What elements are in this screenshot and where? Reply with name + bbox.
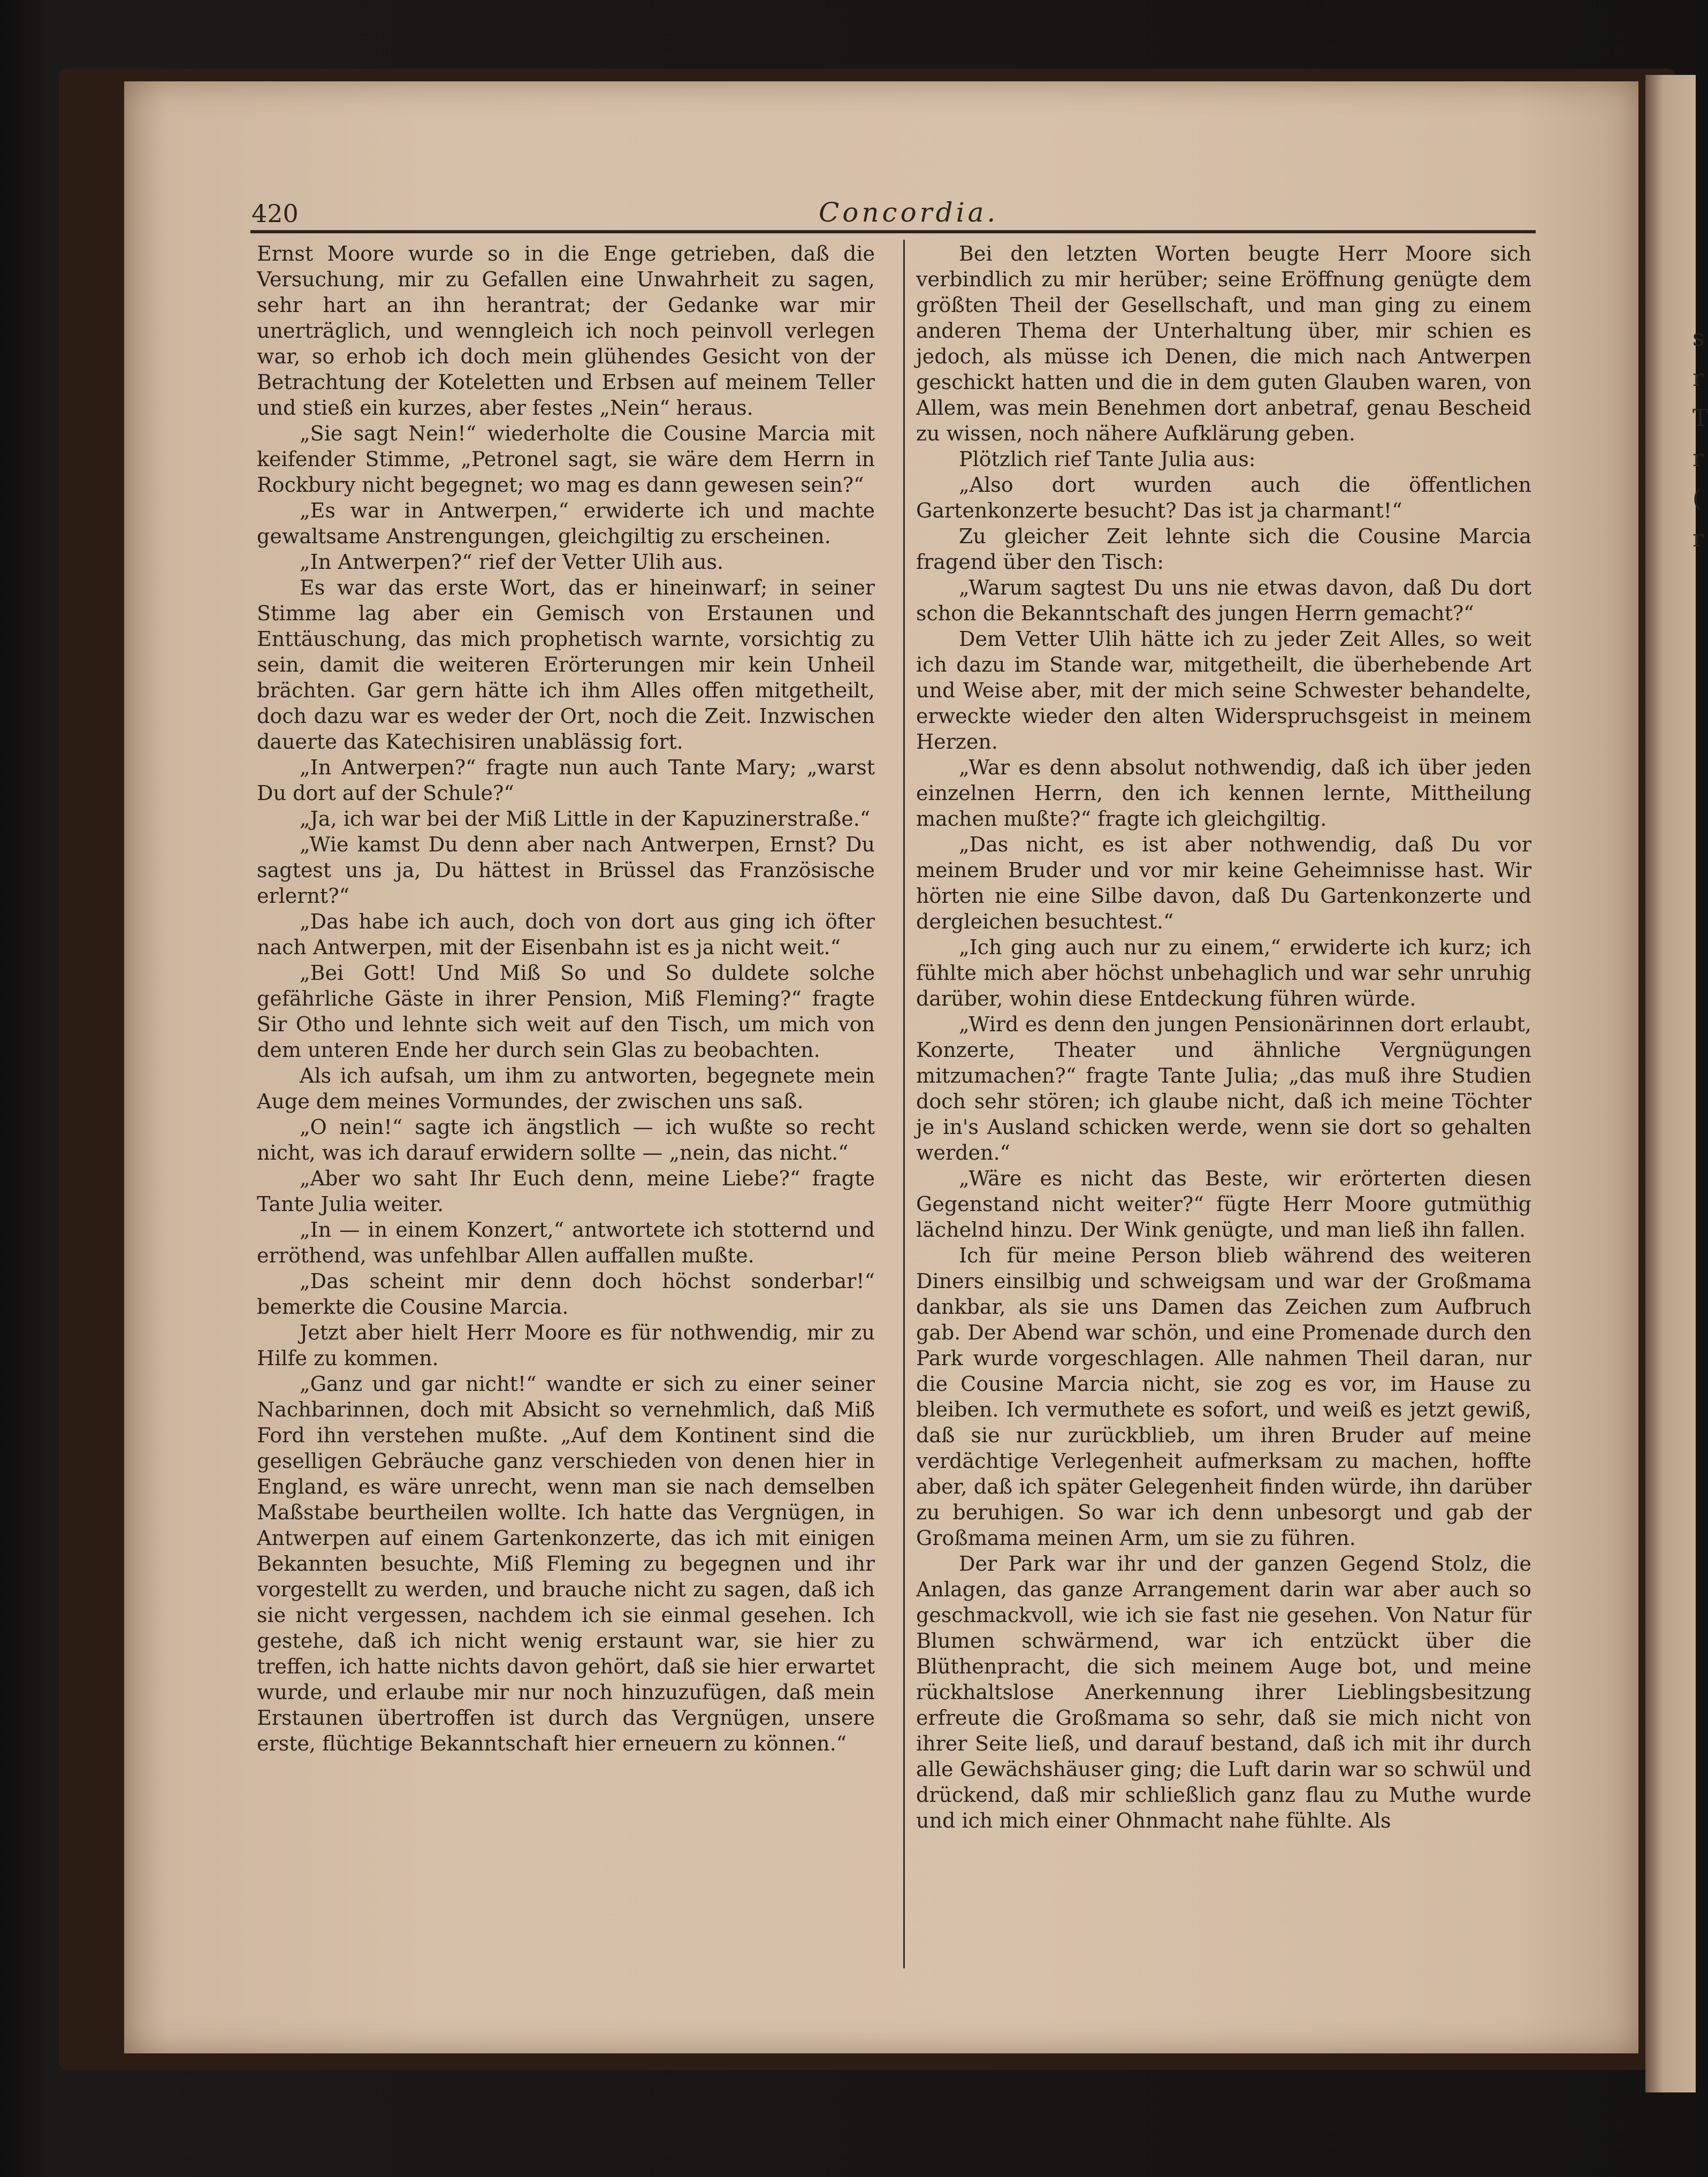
paragraph: Bei den letzten Worten beugte Herr Moore sich verbindlich zu mir herüber; seine Eröffnung genügte dem größten Theil der Gesellschaft, und man ging zu einem anderen Thema der Unterhaltung über, mir schien es jedoch, als müsse ich Denen, die mich nach Antwerpen geschickt hatten und die in dem guten Glauben waren, von Allem, was mein Benehmen dort anbetraf, genau Bescheid zu wissen, noch nähere Aufklärung geben.	[916, 242, 1531, 445]
paragraph: Der Park war ihr und der ganzen Gegend Stolz, die Anlagen, das ganze Arrangement darin war aber auch so geschmackvoll, wie ich sie fast nie gesehen. Von Natur für Blumen schwärmend, war ich entzückt über die Blüthenpracht, die sich meinem Auge bot, und meine rückhaltslose Anerkennung ihrer Lieblingsbesitzung erfreute die Großmama so sehr, daß sie mich nicht von ihrer Seite ließ, und darauf bestand, daß ich mit ihr durch alle Gewächshäuser ging; die Luft darin war so schwül und drückend, daß mir schließlich ganz flau zu Muthe wurde und ich mich einer Ohnmacht nahe fühlte. Als	[916, 1552, 1531, 1832]
paragraph: Jetzt aber hielt Herr Moore es für nothwendig, mir zu Hilfe zu kommen.	[257, 1321, 875, 1370]
paragraph: „Das nicht, es ist aber nothwendig, daß Du vor meinem Bruder und vor mir keine Geheimnisse hast. Wir hörten nie eine Silbe davon, daß Du Gartenkonzerte und dergleichen besuchtest.“	[916, 833, 1531, 933]
next-page-fragment: r	[1692, 364, 1704, 392]
next-page-fragment: (	[1692, 485, 1702, 512]
paragraph: „Ja, ich war bei der Miß Little in der Kapuzinerstraße.“	[300, 807, 871, 831]
paragraph: „Also dort wurden auch die öffentlichen Gartenkonzerte besucht? Das ist ja charmant!“	[916, 473, 1531, 522]
paragraph: „In Antwerpen?“ fragte nun auch Tante Mary; „warst Du dort auf der Schule?“	[257, 756, 875, 805]
paragraph: „Wie kamst Du denn aber nach Antwerpen, Ernst? Du sagtest uns ja, Du hättest in Brüssel das Französische erlernt?“	[257, 833, 875, 908]
paragraph: „Aber wo saht Ihr Euch denn, meine Liebe?“ fragte Tante Julia weiter.	[257, 1167, 875, 1216]
right-column	[916, 241, 1531, 1833]
paragraph: Zu gleicher Zeit lehnte sich die Cousine Marcia fragend über den Tisch:	[916, 524, 1531, 574]
paragraph: „Bei Gott! Und Miß So und So duldete solche gefährliche Gäste in ihrer Pension, Miß Fleming?“ fragte Sir Otho und lehnte sich weit auf den Tisch, um mich von dem unteren Ende her durch sein Glas zu beobachten.	[257, 961, 875, 1062]
paragraph: „Ganz und gar nicht!“ wandte er sich zu einer seiner Nachbarinnen, doch mit Absicht so vernehmlich, daß Miß Ford ihn verstehen mußte. „Auf dem Kontinent sind die geselligen Gebräuche ganz verschieden von denen hier in England, es wäre unrecht, wenn man sie nach demselben Maßstabe beurtheilen wollte. Ich hatte das Vergnügen, in Antwerpen auf einem Gartenkonzerte, das ich mit einigen Bekannten besuchte, Miß Fleming zu begegnen und ihr vorgestellt zu werden, und brauche nicht zu sagen, daß ich sie nicht vergessen, nachdem ich sie einmal gesehen. Ich gestehe, daß ich nicht wenig erstaunt war, sie hier zu treffen, ich hatte nichts davon gehört, daß sie hier erwartet wurde, und erlaube mir nur noch hinzuzufügen, daß mein Erstaunen übertroffen ist durch das Vergnügen, unsere erste, flüchtige Bekanntschaft hier erneuern zu können.“	[257, 1372, 875, 1755]
paragraph: Dem Vetter Ulih hätte ich zu jeder Zeit Alles, so weit ich dazu im Stande war, mitgetheilt, die überhebende Art und Weise aber, mit der mich seine Schwester behandelte, erweckte wieder den alten Widerspruchsgeist in meinem Herzen.	[916, 627, 1531, 753]
paragraph: „In — in einem Konzert,“ antwortete ich stotternd und erröthend, was unfehlbar Allen auffallen mußte.	[257, 1218, 875, 1267]
paragraph: Ich für meine Person blieb während des weiteren Diners einsilbig und schweigsam und war der Großmama dankbar, als sie uns Damen das Zeichen zum Aufbruch gab. Der Abend war schön, und eine Promenade durch den Park wurde vorgeschlagen. Alle nahmen Theil daran, nur die Cousine Marcia nicht, sie zog es vor, im Hause zu bleiben. Ich vermuthete es sofort, und weiß es jetzt gewiß, daß sie nur zurückblieb, um ihren Bruder auf meine verdächtige Verlegenheit aufmerksam zu machen, hoffte aber, daß ich später Gelegenheit finden würde, ihn darüber zu beruhigen. So war ich denn unbesorgt und gab der Großmama meinen Arm, um sie zu führen.	[916, 1244, 1531, 1550]
next-page-fragment: T	[1692, 405, 1708, 432]
next-page-fragment: r	[1692, 525, 1704, 552]
column-divider	[903, 240, 905, 1968]
paragraph: „O nein!“ sagte ich ängstlich — ich wußte so recht nicht, was ich darauf erwidern sollte — „nein, das nicht.“	[257, 1115, 875, 1164]
paragraph: Ernst Moore wurde so in die Enge getrieben, daß die Versuchung, mir zu Gefallen eine Unwahrheit zu sagen, sehr hart an ihn herantrat; der Gedanke war mir unerträglich, und wenngleich ich noch peinvoll verlegen war, so erhob ich doch mein glühendes Gesicht von der Betrachtung der Koteletten und Erbsen auf meinem Teller und stieß ein kurzes, aber festes „Nein“ heraus.	[257, 242, 875, 420]
paragraph: Als ich aufsah, um ihm zu antworten, begegnete mein Auge dem meines Vormundes, der zwischen uns saß.	[257, 1064, 875, 1113]
running-title: Concordia.	[819, 197, 999, 228]
next-page-fragment: s	[1692, 324, 1705, 352]
paragraph: „Es war in Antwerpen,“ erwiderte ich und machte gewaltsame Anstrengungen, gleichgiltig zu erscheinen.	[257, 499, 875, 548]
paragraph: „Das habe ich auch, doch von dort aus ging ich öfter nach Antwerpen, mit der Eisenbahn ist es ja nicht weit.“	[257, 910, 875, 959]
next-page-fragment: r	[1692, 445, 1704, 472]
paragraph: „Sie sagt Nein!“ wiederholte die Cousine Marcia mit keifender Stimme, „Petronel sagt, sie wäre dem Herrn in Rockbury nicht begegnet; wo mag es dann gewesen sein?“	[257, 422, 875, 497]
paragraph: „Das scheint mir denn doch höchst sonderbar!“ bemerkte die Cousine Marcia.	[257, 1269, 875, 1319]
paragraph: „Warum sagtest Du uns nie etwas davon, daß Du dort schon die Bekanntschaft des jungen Herrn gemacht?“	[916, 576, 1531, 625]
paragraph: „Ich ging auch nur zu einem,“ erwiderte ich kurz; ich fühlte mich aber höchst unbehaglich und war sehr unruhig darüber, wohin diese Entdeckung führen würde.	[916, 935, 1531, 1010]
page-number: 420	[251, 199, 299, 228]
paragraph: „Wird es denn den jungen Pensionärinnen dort erlaubt, Konzerte, Theater und ähnliche Vergnügungen mitzumachen?“ fragte Tante Julia; „das muß ihre Studien doch sehr stören; ich glaube nicht, daß ich meine Töchter je in's Ausland schicken werde, wenn sie dort so gehalten werden.“	[916, 1013, 1531, 1164]
page-header	[251, 199, 1536, 231]
paragraph: „Wäre es nicht das Beste, wir erörterten diesen Gegenstand nicht weiter?“ fügte Herr Moore gutmüthig lächelnd hinzu. Der Wink genügte, und man ließ ihn fallen.	[916, 1167, 1531, 1242]
paragraph: „In Antwerpen?“ rief der Vetter Ulih aus.	[300, 550, 724, 574]
left-column	[257, 241, 875, 1756]
paragraph: Es war das erste Wort, das er hineinwarf; in seiner Stimme lag aber ein Gemisch von Erstaunen und Enttäuschung, das mich prophetisch warnte, vorsichtig zu sein, damit die weiteren Erörterungen mir kein Unheil brächten. Gar gern hätte ich ihm Alles offen mitgetheilt, doch dazu war es weder der Ort, noch die Zeit. Inzwischen dauerte das Katechisiren unablässig fort.	[257, 576, 875, 753]
header-rule	[250, 230, 1536, 233]
next-page-edge	[1645, 75, 1708, 2092]
paragraph: „War es denn absolut nothwendig, daß ich über jeden einzelnen Herrn, den ich kennen lernte, Mittheilung machen mußte?“ fragte ich gleichgiltig.	[916, 756, 1531, 831]
paragraph: Plötzlich rief Tante Julia aus:	[959, 447, 1256, 471]
